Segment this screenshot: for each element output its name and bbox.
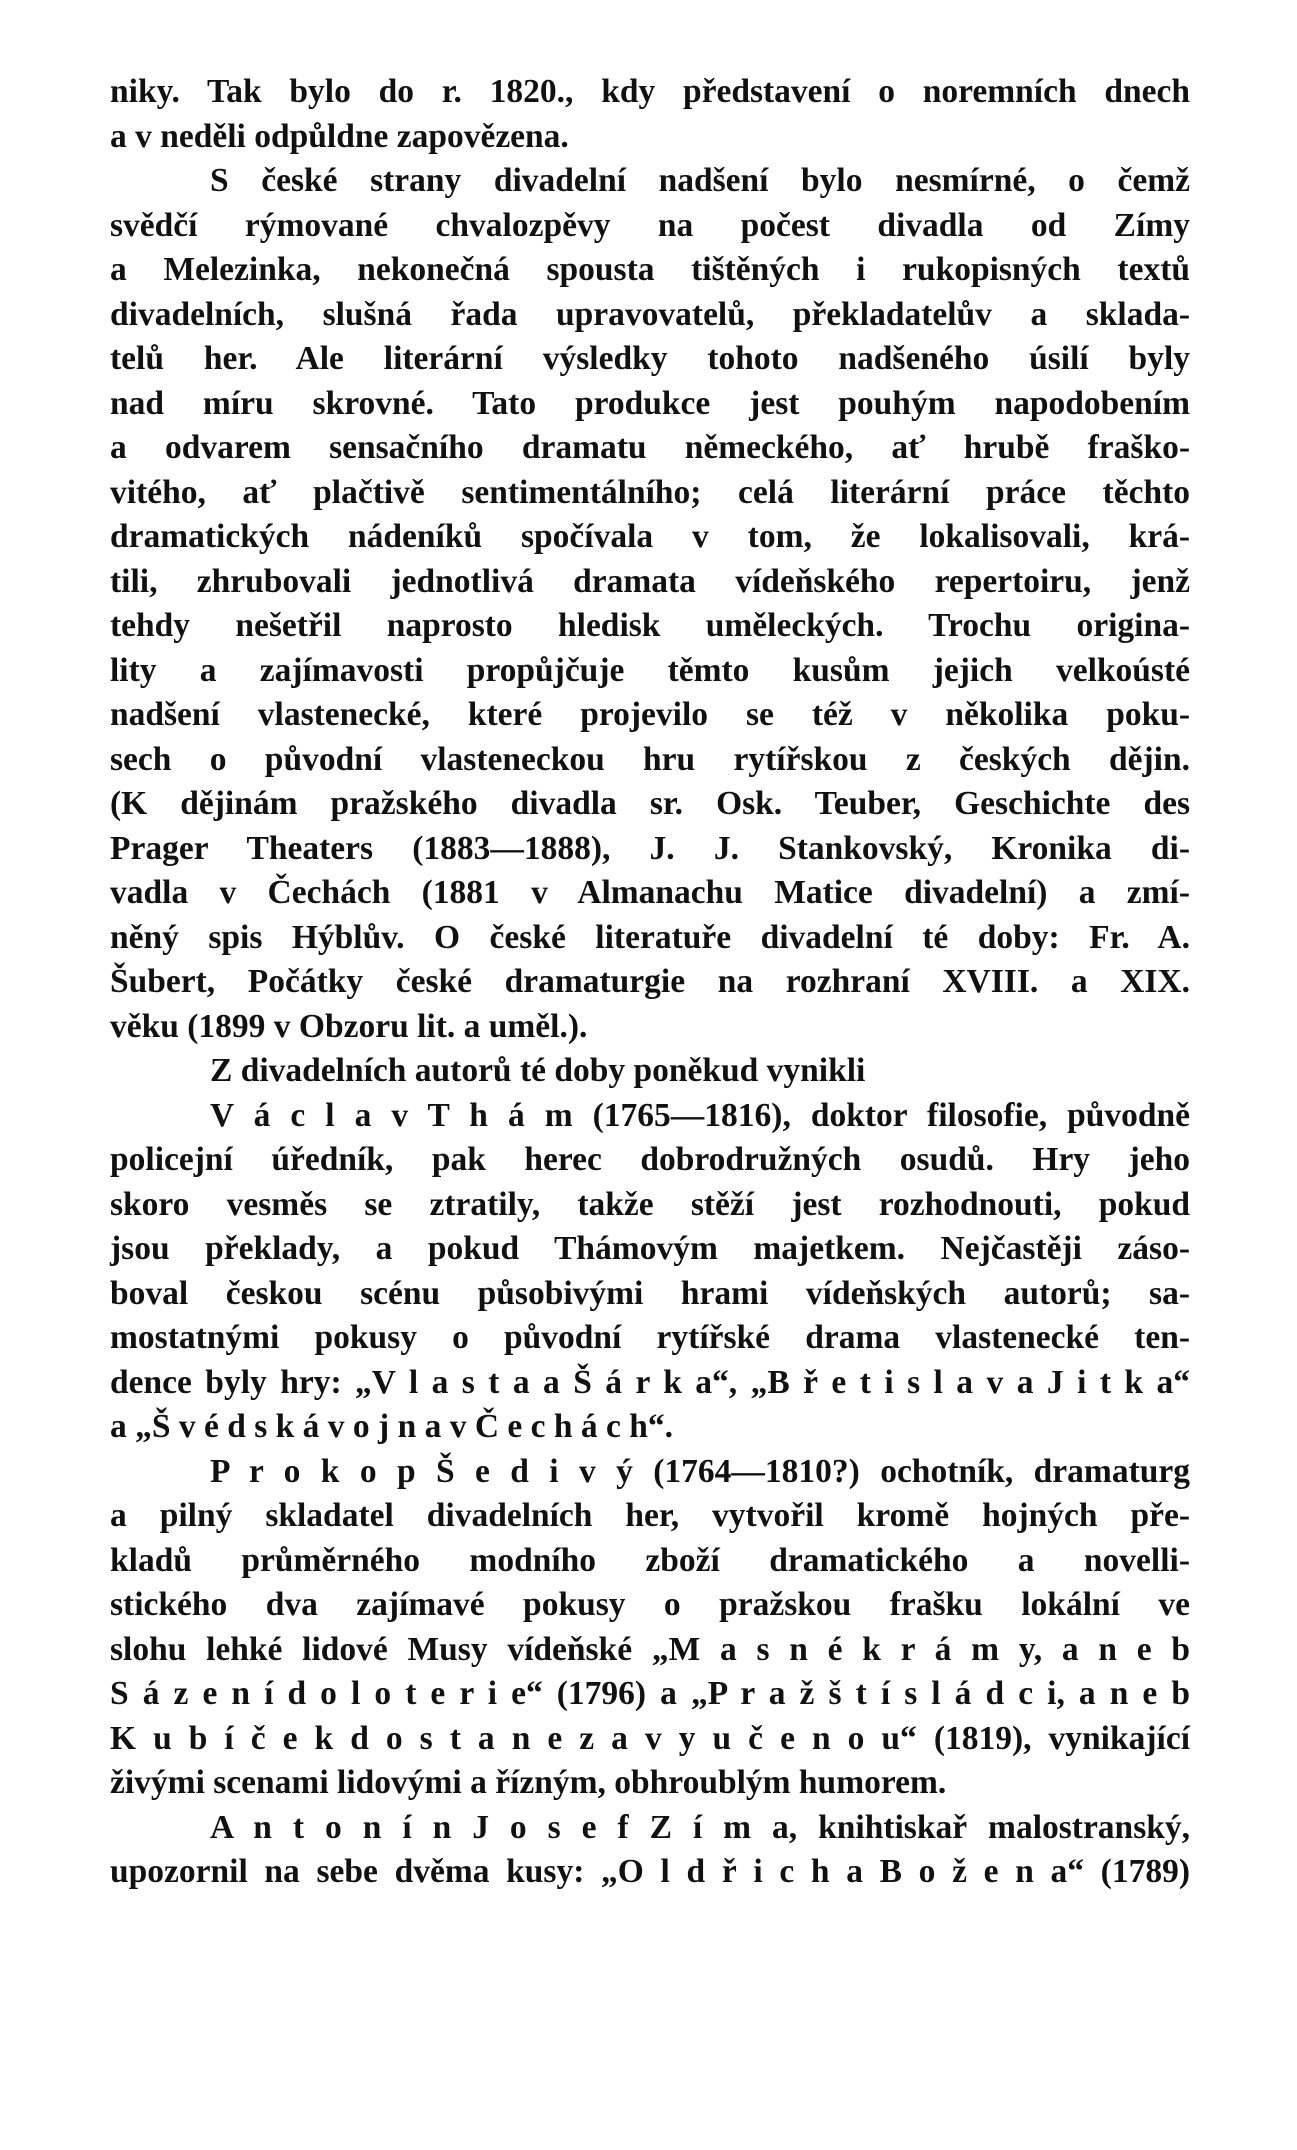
text-line: stického dva zajímavé pokusy o pražskou frašku lokální ve (110, 1586, 1190, 1623)
text-line: jsou překlady, a pokud Thámovým majetkem. Nejčastěji záso- (110, 1230, 1190, 1267)
text-line: a v neděli odpůldne zapovězena. (110, 117, 569, 155)
text-line: K u b í č e k d o s t a n e z a v y u č e n o u“ (1819), vynikající (110, 1719, 1190, 1757)
text-line: svědčí rýmované chvalozpěvy na počest divadla od Zímy (110, 206, 1190, 244)
text-line: S české strany divadelní nadšení bylo nesmírné, o čemž (210, 162, 1190, 199)
text-line: věku (1899 v Obzoru lit. a uměl.). (110, 1007, 588, 1045)
text-line: a Melezinka, nekonečná spousta tištěných i rukopisných textů (110, 251, 1190, 288)
text-line: slohu lehké lidové Musy vídeňské „M a s n é k r á m y, a n e b (110, 1630, 1190, 1668)
text-line: dramatických nádeníků spočívala v tom, že lokalisovali, krá- (110, 518, 1190, 555)
text-line: A n t o n í n J o s e f Z í m a, knihtiskař malostranský, (210, 1808, 1190, 1846)
text-line: divadelních, slušná řada upravovatelů, překladatelův a sklada- (110, 295, 1190, 333)
text-line: Z divadelních autorů té doby poněkud vynikli (210, 1052, 866, 1089)
text-line: niky. Tak bylo do r. 1820., kdy představení o noremních dnech (110, 73, 1190, 110)
text-line: Prager Theaters (1883—1888), J. J. Stankovský, Kronika di- (110, 829, 1190, 867)
text-line: policejní úředník, pak herec dobrodružných osudů. Hry jeho (110, 1141, 1190, 1178)
page-text (110, 70, 1190, 1895)
text-line: a pilný skladatel divadelních her, vytvořil kromě hojných pře- (110, 1497, 1190, 1534)
text-line: tehdy nešetřil naprosto hledisk uměleckých. Trochu origina- (110, 607, 1190, 644)
text-line: nad míru skrovné. Tato produkce jest pouhým napodobením (110, 384, 1190, 422)
text-line: boval českou scénu působivými hrami vídeňských autorů; sa- (110, 1274, 1190, 1312)
text-line: upozornil na sebe dvěma kusy: „O l d ř i c h a B o ž e n a“ (1789) (110, 1853, 1190, 1890)
text-line: (K dějinám pražského divadla sr. Osk. Teuber, Geschichte des (110, 785, 1190, 822)
text-line: kladů průměrného modního zboží dramatického a novelli- (110, 1541, 1190, 1579)
text-line: něný spis Hýblův. O české literatuře divadelní té doby: Fr. A. (110, 918, 1190, 956)
text-line: a „Š v é d s k á v o j n a v Č e c h á c h“. (110, 1408, 674, 1445)
text-line: tili, zhrubovali jednotlivá dramata vídeňského repertoiru, jenž (110, 562, 1190, 600)
text-line: dence byly hry: „V l a s t a a Š á r k a“, „B ř e t i s l a v a J i t k a“ (110, 1363, 1190, 1401)
text-line: a odvarem sensačního dramatu německého, ať hrubě fraško- (110, 429, 1190, 466)
text-line: V á c l a v T h á m (1765—1816), doktor filosofie, původně (210, 1096, 1190, 1134)
text-line: S á z e n í d o l o t e r i e“ (1796) a „P r a ž š t í s l á d c i, a n e b (110, 1675, 1190, 1712)
text-line: vitého, ať plačtivě sentimentálního; celá literární práce těchto (110, 473, 1190, 511)
text-line: Šubert, Počátky české dramaturgie na rozhraní XVIII. a XIX. (110, 963, 1190, 1000)
text-line: vadla v Čechách (1881 v Almanachu Matice divadelní) a zmí- (110, 874, 1190, 911)
text-line: sech o původní vlasteneckou hru rytířskou z českých dějin. (110, 740, 1190, 778)
text-line: skoro vesměs se ztratily, takže stěží jest rozhodnouti, pokud (110, 1185, 1190, 1223)
text-line: mostatnými pokusy o původní rytířské drama vlastenecké ten- (110, 1319, 1190, 1356)
text-line: živými scenami lidovými a řízným, obhroublým humorem. (110, 1764, 947, 1801)
text-line: nadšení vlastenecké, které projevilo se též v několika poku- (110, 696, 1190, 733)
text-line: telů her. Ale literární výsledky tohoto nadšeného úsilí byly (110, 340, 1190, 377)
text-line: lity a zajímavosti propůjčuje těmto kusům jejich velkoústé (110, 651, 1190, 689)
text-line: P r o k o p Š e d i v ý (1764—1810?) ochotník, dramaturg (210, 1452, 1190, 1490)
